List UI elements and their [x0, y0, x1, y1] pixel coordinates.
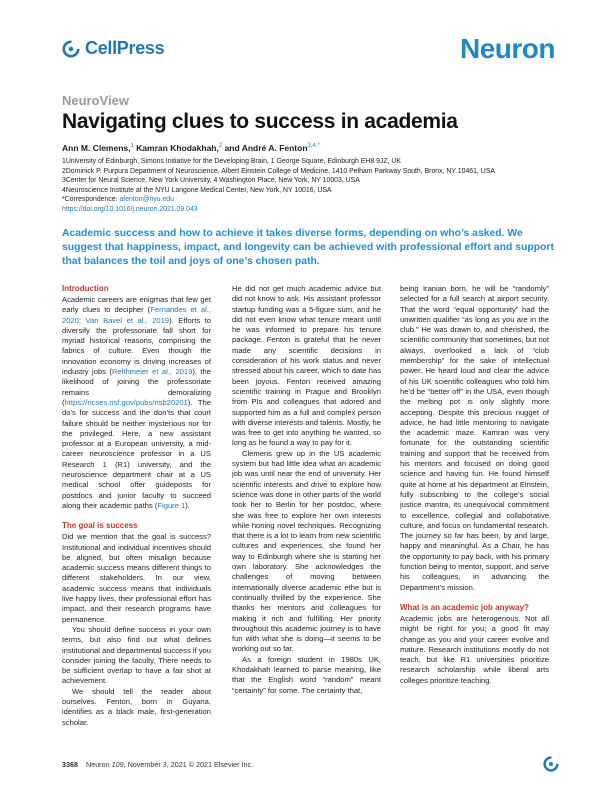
author-affil-ref[interactable]: 1 — [130, 143, 134, 150]
author-name: and André A. Fenton — [222, 143, 308, 153]
paragraph: As a foreign student in 1980s UK, Khodakhah learned to parse meaning, like that the English word “random” meant “certainty” for some. The certainty that, — [232, 654, 381, 695]
body-column-2 — [232, 284, 381, 696]
affiliation: 2Dominick P. Purpura Department of Neuroscience, Albert Einstein College of Medicine, 1410 Pelham Parkway South, Bronx, NY 10461, USA — [62, 167, 495, 175]
paragraph: You should define success in your own terms, but also find out what defines institutional and departmental success if you consider joining the faculty. There needs to be sufficient overlap to have a fair shot at achievement. — [62, 624, 212, 686]
abstract: Academic success and how to achieve it takes diverse forms, depending on who’s asked. We suggest that happiness, impact, and longevity can be achieved with professional effort and support that balances the toil and joys of one’s chosen path. — [62, 228, 554, 267]
citation-link[interactable]: Relthmeier et al., 2019 — [111, 367, 193, 377]
paragraph: He did not get much academic advice but did not know to ask. His assistant professor startup funding was a 5-figure sum, and he did not even know what tenure meant until he was informed to prepare his tenure package. Fenton is grateful that he never made any scientific decisions in consideration of his work status and never stressed about his career, which to date has been joyous. Fenton received amazing scientific training in Prague and Brooklyn from PIs and colleagues that adored and supported him as a full and complex person with diverse interests and talents. Mostly, he was free to get into anything he wanted, so long as he found a way to pay for it. — [232, 284, 381, 448]
text: ), the likelihood of joining the professoriate remains demoralizing ( — [62, 367, 211, 407]
figure-link[interactable]: Figure 1 — [157, 500, 186, 510]
paragraph: We should tell the reader about ourselves. Fenton, born in Guyana, identifies as a black male, first-generation scholar. — [62, 686, 211, 727]
publisher-name: CellPress — [85, 38, 165, 58]
text: ). Efforts to diversify the professoriate fall short for myriad historical reasons, comprising the fabrics of culture. Even though the innovation economy is driving increases of industry jobs ( — [62, 315, 212, 377]
footer-volume: 109 — [111, 760, 124, 769]
page-footer — [62, 760, 253, 769]
author-affil-ref[interactable]: 2 — [218, 143, 223, 150]
affiliation: 1University of Edinburgh, Simons Initiative for the Developing Brain, 1 George Square, Edinburgh EH8 9JZ, UK — [62, 158, 401, 165]
correspondence-label: *Correspondence: — [62, 196, 120, 204]
paragraph: Clemens grew up in the US academic system but had little idea what an academic job was until near the end of university. Her scientific interests and drive to explore how science was done in other parts of the world took her to Berlin for her postdoc, where she was free to explore her own interests while honing novel techniques. Recognizing that there is a lot to learn from new scientific cultures and experiences, she found her way to Edinburgh where she is starting her own laboratory. She acknowledges the challenges of moving between internationally diverse academic ethe but is continually thrilled by the experience. She thanks her mentors and colleagues for making it rich and fulfilling. Her priority throughout this academic journey is to have fun with what she is doing—it seems to be working out so far. — [232, 448, 381, 654]
text: Academic careers are enigmas that few get early clues to decipher ( — [62, 295, 211, 315]
doi-link[interactable]: https://doi.org/10.1016/j.neuron.2021.09.043 — [62, 205, 198, 213]
text: ). The do’s for success and the don’ts that court failure should be neither mysterious nor for the privileged. Here, a new assistant professor at a European university, a mid-career neuroscience professor in a US Research 1 (R1) university, and the neuroscience department chair at a US medical school offer guideposts for postdocs and junior faculty to succeed along their academic paths ( — [62, 397, 211, 510]
paragraph: Did we mention that the goal is success? Institutional and individual incentives should be aligned, but often misalign because academic success means different things to different stakeholders. In our view, academic success means that individuals live happy lives, their professional effort has impact, and their research programs have permanence. — [62, 532, 211, 624]
author-affil-ref[interactable]: 3,4,* — [307, 143, 320, 150]
paragraph: being Iranian born, he will be “randomly” selected for a full search at airport security. That the word “equal opportunity” had the unwritten qualifier “as long as you are in the club.” He was drawn to, and cherished, the scientific community that sometimes, but not always, overlooked a lack of “club membership” for the sake of intellectual power. He heard loud and clear the advice of his UK scientific colleagues who told him he’d be “better off” in the USA, even though the melting pot is only slightly more accepting. Despite this precious nugget of advice, he had little mentoring to navigate the academic maze. Kamran was very fortunate for the outstanding scientific training and support that he received from his mentors and focused on doing good science and having fun. He found himself quite at home at his department at Einstein, fully subscribing to the college’s social justice mantra, its unequivocal commitment to excellence, collegial and collaborative culture, and focus on fundamental research. The journey so far has been, by and large, happy and meaningful. As a Chair, he has the opportunity to pay back, with his primary function being to mentor, support, and serve his colleagues, in advancing the Department’s mission. — [400, 284, 549, 592]
affiliations — [62, 157, 562, 215]
cellpress-logo-icon — [62, 40, 80, 58]
paragraph — [62, 295, 211, 511]
heading-academic-job: What is an academic job anyway? — [400, 602, 529, 612]
footer-journal: Neuron — [86, 760, 110, 769]
author-name: Ann M. Clemens, — [62, 143, 131, 153]
citation-link[interactable]: Fernandes et al., 2020; Van Bavel et al., 2019 — [62, 305, 211, 325]
footer-date: , November 3, 2021 © 2021 Elsevier Inc. — [123, 760, 254, 769]
page-header — [0, 0, 607, 80]
cellpress-mark-icon — [543, 756, 559, 772]
url-link[interactable]: https://ncses.nsf.gov/pubs/nsb20201 — [64, 397, 188, 407]
article-title: Navigating clues to success in academia — [62, 110, 458, 133]
publisher-brand[interactable] — [62, 38, 164, 59]
body-column-3 — [400, 284, 549, 686]
affiliation: 4Neuroscience Institute at the NYU Langone Medical Center, New York, NY 10016, USA — [62, 186, 332, 194]
affiliation: 3Center for Neural Science, New York University, 4 Washington Place, New York, NY 10003, USA — [62, 177, 360, 185]
correspondence — [62, 195, 562, 205]
text: ). — [185, 500, 190, 510]
correspondence-email-link[interactable]: afenton@nyu.edu — [119, 196, 174, 204]
heading-introduction: Introduction — [62, 284, 109, 293]
author-list — [62, 143, 562, 153]
article-section: NeuroView — [62, 93, 129, 108]
journal-name[interactable]: Neuron — [460, 33, 555, 64]
body-column-1 — [62, 284, 211, 728]
paragraph: Academic jobs are heterogenous. Not all might be right for you; a good fit may change as you and your career evolve and mature. Research institutions mostly do not teach, but like R1 universities prioritize research scholarship while liberal arts colleges prioritize teaching. — [400, 613, 549, 685]
heading-goal: The goal is success — [62, 521, 138, 531]
author-name: Kamran Khodakhah, — [133, 143, 219, 153]
page-number: 3368 — [62, 760, 78, 769]
